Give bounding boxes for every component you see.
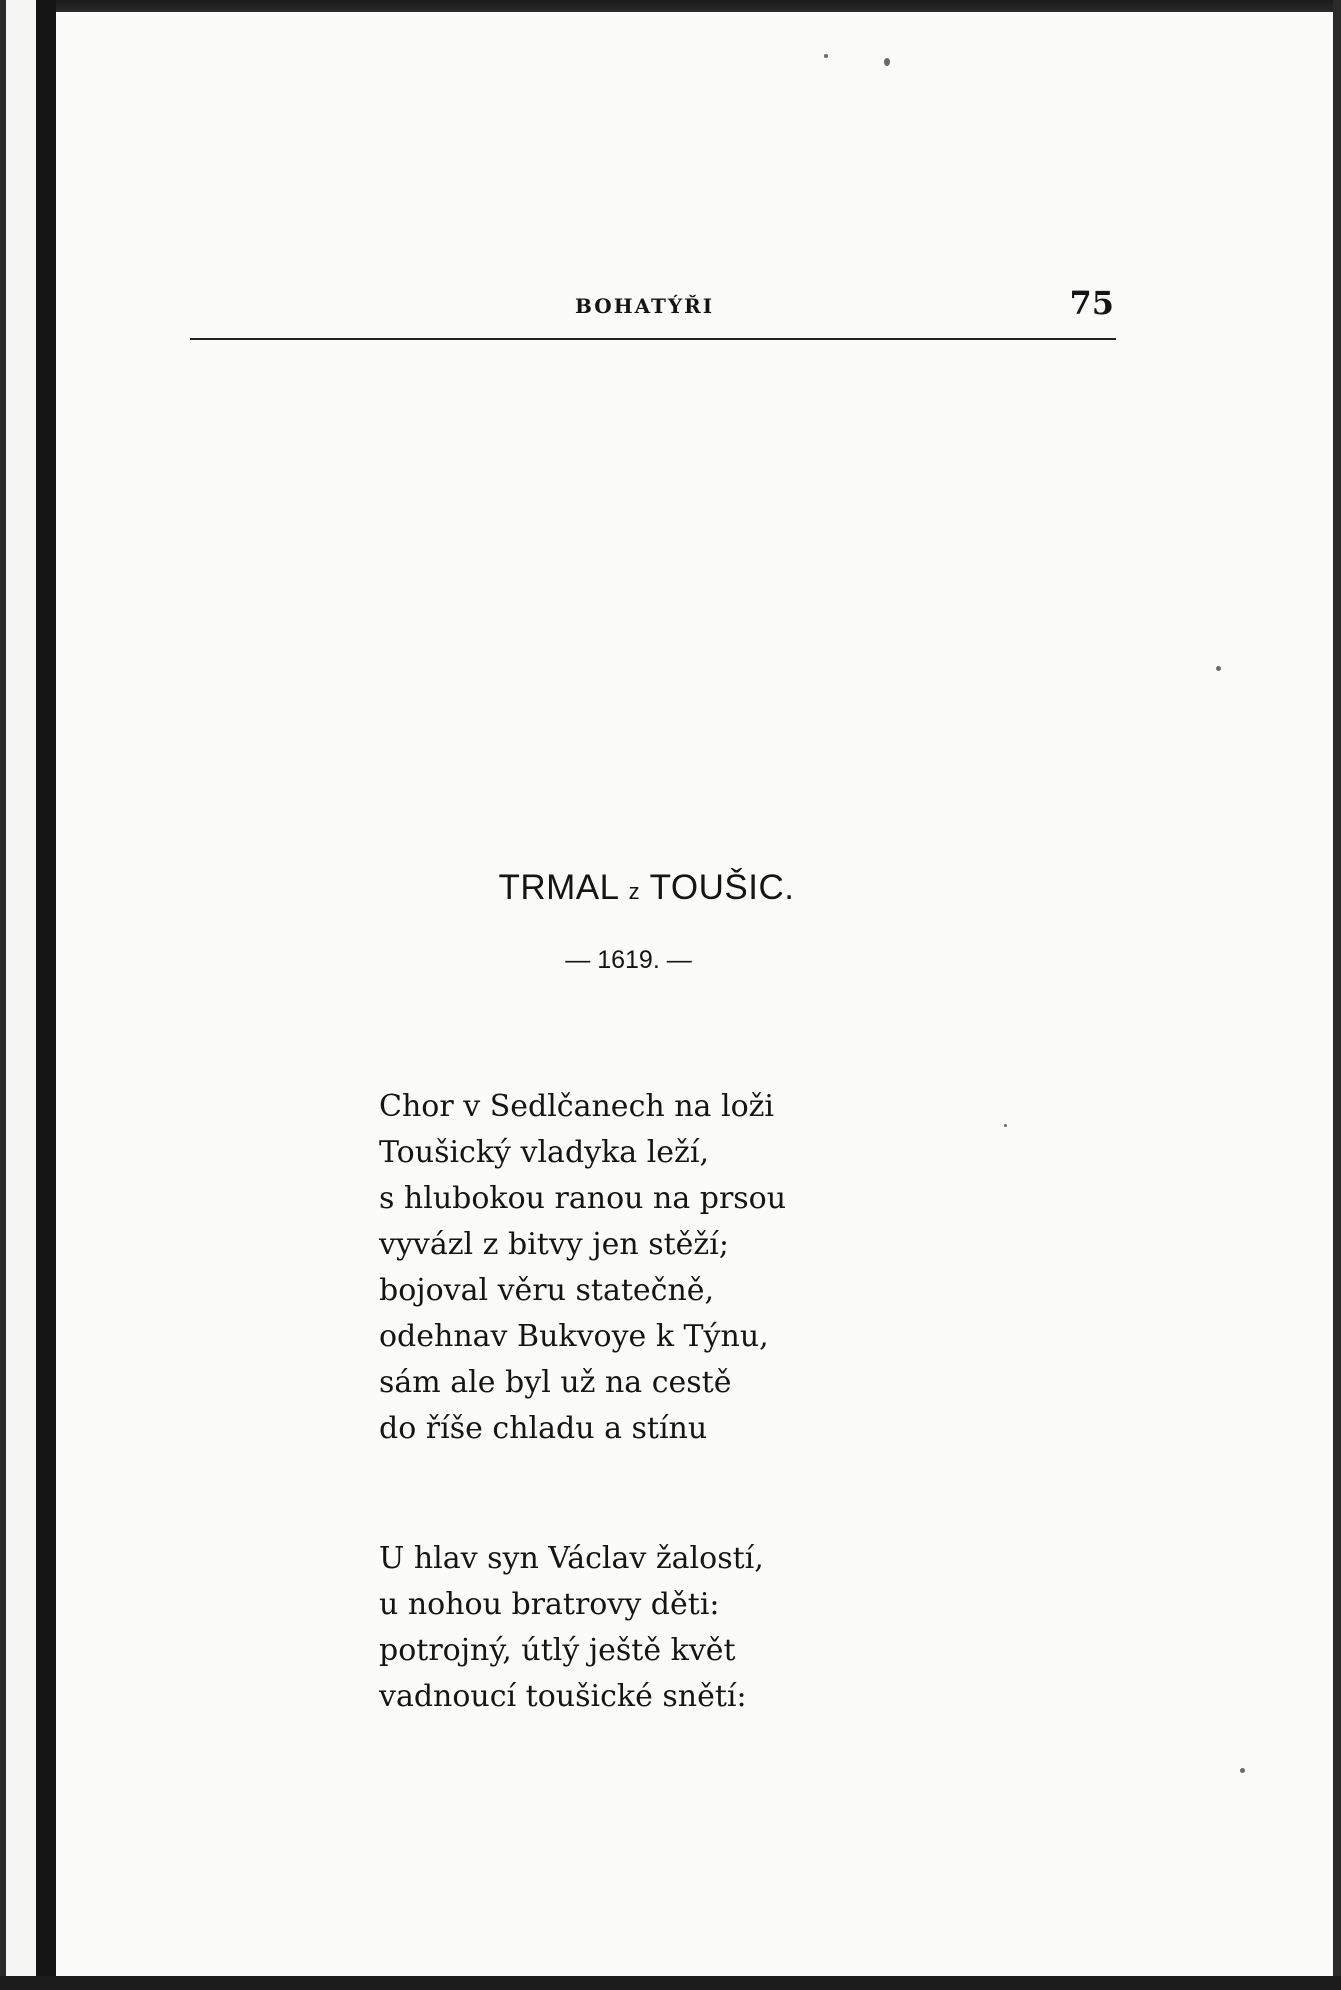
verse-line: bojoval věru statečně, [379,1273,715,1308]
verse-line: vyvázl z bitvy jen stěží; [379,1227,729,1262]
verse-line: odehnav Bukvoye k Týnu, [379,1319,769,1354]
scan-bottom-edge [0,1976,1341,1990]
scan-speck [884,58,890,66]
verse-line: sám ale byl už na cestě [379,1365,732,1400]
scan-speck [1240,1768,1245,1773]
running-title: BOHATÝŘI [575,294,715,318]
scan-speck [1216,666,1221,671]
page-number: 75 [1069,284,1114,322]
verse-line: s hlubokou ranou na prsou [379,1181,787,1216]
running-header [190,284,1120,324]
header-rule [190,338,1116,340]
poem-title-main: TRMAL [498,868,619,907]
verse-line: vadnoucí toušické snětí: [379,1679,747,1714]
stanza-2 [379,1536,764,1720]
verse-line: Toušický vladyka leží, [379,1135,709,1170]
verse-line: U hlav syn Václav žalostí, [379,1541,764,1576]
verse-line: u nohou bratrovy děti: [379,1587,720,1622]
stanza-1 [379,1084,786,1452]
verse-line: Chor v Sedlčanech na loži [379,1089,775,1124]
scan-left-border [0,0,6,1990]
verse-line: do říše chladu a stínu [379,1411,708,1446]
verse-line: potrojný, útlý ještě květ [379,1633,736,1668]
poem-year: — 1619. — [565,946,692,974]
poem-title-z: z [628,879,641,904]
poem-title-end: TOUŠIC. [649,868,795,907]
scan-top-edge [0,0,1341,12]
page-gutter-shadow [36,0,56,1990]
scan-speck [1004,1124,1007,1127]
scan-speck [824,54,828,58]
scan-right-edge [1333,0,1341,1990]
poem-title [0,868,1317,908]
